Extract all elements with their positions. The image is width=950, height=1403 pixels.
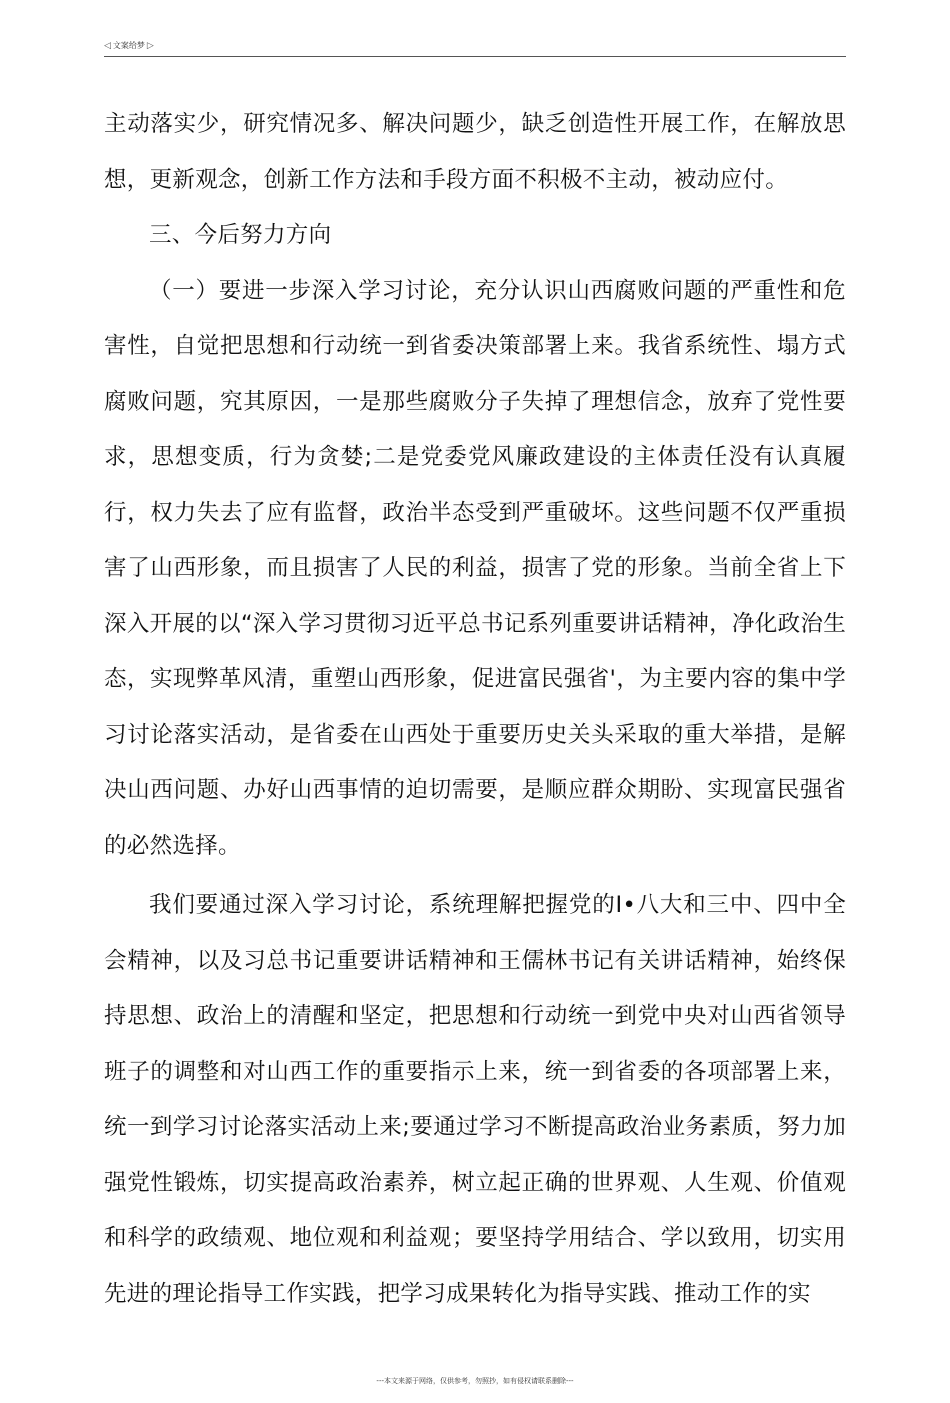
section-heading: 三、今后努力方向 (149, 222, 332, 248)
document-body (104, 97, 846, 1322)
paragraph-point-one: （一）要进一步深入学习讨论，充分认识山西腐败问题的严重性和危害性，自觉把思想和行动统一到省委决策部署上来。我省系统性、塌方式腐败问题，究其原因，一是那些腐败分子失掉了理想信念，放弃了党性要求，思想变质，行为贪婪;二是党委党风廉政建设的主体责任没有认真履行，权力失去了应有监督，政治半态受到严重破坏。这些问题不仅严重损害了山西形象，而且损害了人民的利益，损害了党的形象。当前全省上下深入开展的以“深入学习贯彻习近平总书记系列重要讲话精神，净化政治生态，实现弊革风清，重塑山西形象，促进富民强省'，为主要内容的集中学习讨论落实活动，是省委在山西处于重要历史关头采取的重大举措，是解决山西问题、办好山西事情的迫切需要，是顺应群众期盼、实现富民强省的必然选择。 (104, 277, 846, 859)
paragraph-continuation: 主动落实少，研究情况多、解决问题少，缺乏创造性开展工作，在解放思想，更新观念，创新工作方法和手段方面不积极不主动，被动应付。 (104, 111, 846, 193)
header-divider (104, 56, 846, 57)
right-triangle-icon: ▷ (146, 41, 154, 51)
header-title: 文案给梦 (112, 41, 145, 50)
paragraph-study: 我们要通过深入学习讨论，系统理解把握党的I•八大和三中、四中全会精神，以及习总书记重要讲话精神和王儒林书记有关讲话精神，始终保持思想、政治上的清醒和坚定，把思想和行动统一到党中央对山西省领导班子的调整和对山西工作的重要指示上来，统一到省委的各项部署上来，统一到学习讨论落实活动上来;要通过学习不断提高政治业务素质，努力加强党性锻炼，切实提高政治素养，树立起正确的世界观、人生观、价值观和科学的政绩观、地位观和利益观；要坚持学用结合、学以致用，切实用先进的理论指导工作实践，把学习成果转化为指导实践、推动工作的实 (104, 892, 846, 1307)
left-triangle-icon: ◁ (104, 41, 111, 51)
footer-notice: ---本文来源于网络，仅供参考，勿照抄，如有侵权请联系删除--- (376, 1377, 574, 1385)
page-header (104, 38, 846, 54)
